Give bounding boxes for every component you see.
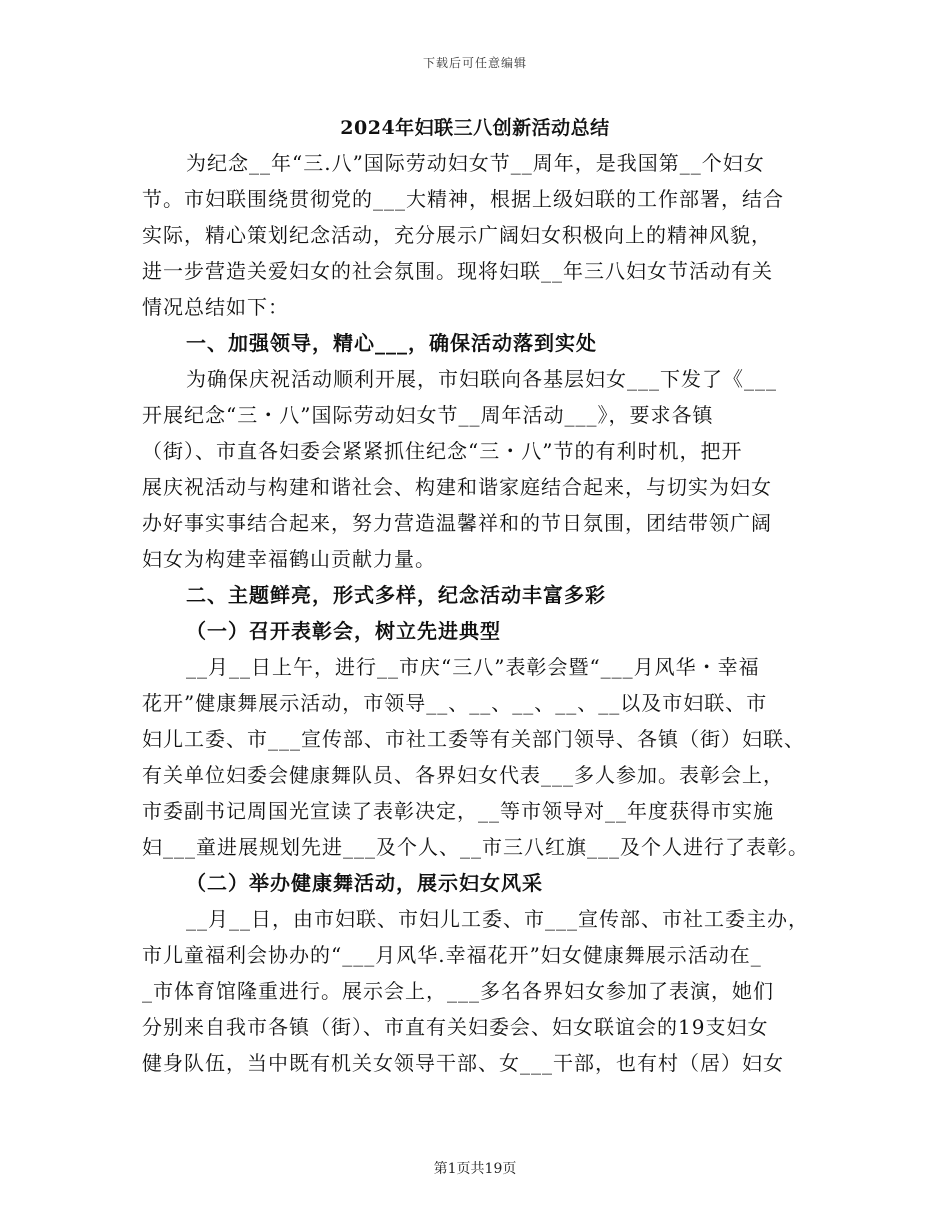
body-line: 实际，精心策划纪念活动，充分展示广阔妇女积极向上的精神风貌， [142,223,772,247]
body-line: 为确保庆祝活动顺利开展，市妇联向各基层妇女___下发了《___ [186,367,777,391]
body-line: 开展纪念“三・八”国际劳动妇女节__周年活动___》，要求各镇 [142,403,714,427]
body-line: 妇儿工委、市___宣传部、市社工委等有关部门领导、各镇（街）妇联、 [142,727,805,751]
body-line: _市体育馆隆重进行。展示会上，___多名各界妇女参加了表演，她们 [142,979,774,1003]
body-line: 妇女为构建幸福鹤山贡献力量。 [142,547,436,571]
body-line: 进一步营造关爱妇女的社会氛围。现将妇联__年三八妇女节活动有关 [142,259,773,283]
body-line: __月__日上午，进行__市庆“三八”表彰会暨“___月风华・幸福 [186,655,760,679]
subsection-heading: （一）召开表彰会，树立先进典型 [186,619,501,643]
body-line: 分别来自我市各镇（街）、市直有关妇委会、妇女联谊会的19支妇女 [142,1015,769,1039]
body-line: 妇___童进展规划先进___及个人、__市三八红旗___及个人进行了表彰。 [142,835,809,859]
body-line: 市委副书记周国光宣读了表彰决定，__等市领导对__年度获得市实施 [142,799,774,823]
body-line: 有关单位妇委会健康舞队员、各界妇女代表___多人参加。表彰会上， [142,763,784,787]
body-line: 展庆祝活动与构建和谐社会、构建和谐家庭结合起来，与切实为妇女 [142,475,772,499]
body-line: 花开”健康舞展示活动，市领导__、__、__、__、__以及市妇联、市 [142,691,768,715]
document-title: 2024年妇联三八创新活动总结 [340,117,610,139]
document-body [142,145,822,1081]
body-line: 节。市妇联围绕贯彻党的___大精神，根据上级妇联的工作部署，结合 [142,187,784,211]
body-line: 为纪念__年“三.八”国际劳动妇女节__周年，是我国第__个妇女 [186,151,765,175]
body-line: （街）、市直各妇委会紧紧抓住纪念“三・八”节的有利时机，把开 [142,439,743,463]
body-line: 办好事实事结合起来，努力营造温馨祥和的节日氛围，团结带领广阔 [142,511,772,535]
section-heading: 二、主题鲜亮，形式多样，纪念活动丰富多彩 [186,583,606,607]
header-note: 下载后可任意编辑 [422,56,527,70]
section-heading: 一、加强领导，精心___，确保活动落到实处 [186,331,597,355]
body-line: 市儿童福利会协办的“___月风华.幸福花开”妇女健康舞展示活动在_ [142,943,762,967]
page-number: 第1页共19页 [433,1161,517,1177]
body-line: 情况总结如下： [142,295,289,319]
body-line: 健身队伍，当中既有机关女领导干部、女___干部，也有村（居）妇女 [142,1051,784,1075]
subsection-heading: （二）举办健康舞活动，展示妇女风采 [186,871,543,895]
body-line: __月__日，由市妇联、市妇儿工委、市___宣传部、市社工委主办， [186,907,809,931]
